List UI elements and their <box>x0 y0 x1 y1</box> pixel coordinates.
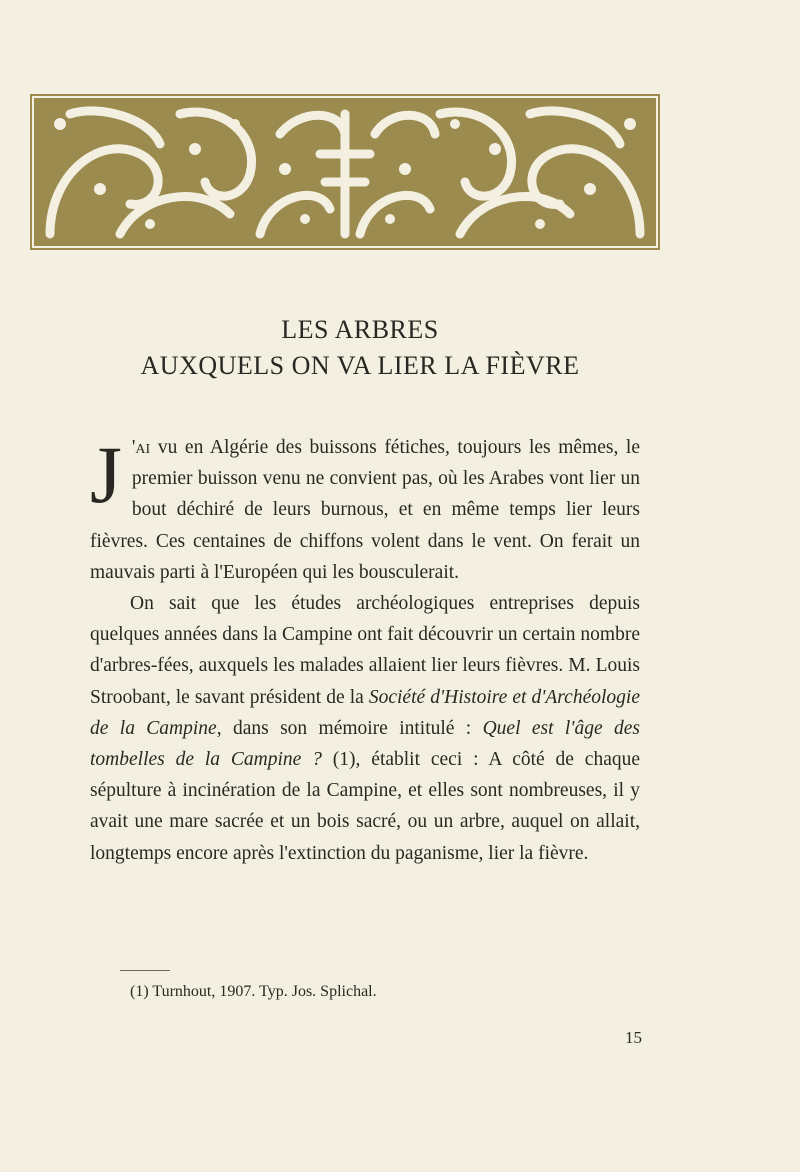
opening-smallcaps: 'ai <box>131 437 151 458</box>
footnote-divider <box>120 970 170 971</box>
footnote <box>130 981 580 1003</box>
memoir-title: Quel est l'âge des tombelles de la Campine ? <box>90 717 640 771</box>
body-text <box>90 429 641 869</box>
paragraph-2-part-d: , établit ceci : A côté de chaque sépulture à incinération de la Campine, et elles sont nombreuses, il y avait une mare sacrée et un bois sacré, ou un arbre, auquel on allait, longtemps encore après l'extinction du paganisme, lier la fièvre. <box>90 749 641 864</box>
paragraph-2 <box>90 588 640 869</box>
paragraph-2-part-b: , dans son mémoire intitulé : <box>216 717 483 739</box>
title-line-1: LES ARBRES <box>281 315 439 344</box>
chapter-title <box>0 312 720 384</box>
headband-ornament <box>30 94 660 250</box>
paragraph-2-part-c <box>322 749 333 770</box>
drop-cap: J <box>90 429 122 520</box>
page-number: 15 <box>625 1028 642 1047</box>
footnote-marker: (1) <box>130 983 149 1000</box>
title-line-2: AUXQUELS ON VA LIER LA FIÈVRE <box>140 351 580 380</box>
paragraph-1-text: vu en Algérie des buissons fétiches, toujours les mêmes, le premier buisson venu ne convient pas, où les Arabes vont lier un bout déchiré de leurs burnous, et en même temps lier leurs fièvres. Ces centaines de chiffons volent dans le vent. On ferait un mauvais parti à l'Européen qui les bousculerait. <box>90 437 640 583</box>
footnote-reference: (1) <box>332 749 356 771</box>
footnote-text: Turnhout, 1907. Typ. Jos. Splichal. <box>148 983 377 1000</box>
paragraph-1 <box>90 429 640 588</box>
society-name: Société d'Histoire et d'Archéologie de la Campine <box>90 686 640 739</box>
paragraph-2-part-a: On sait que les études archéologiques entreprises depuis quelques années dans la Campine ont fait découvrir un certain nombre d'arbres-fées, auxquels les malades allaient lier leurs fièvres. M. Louis Stroobant, le savant président de la <box>90 593 640 708</box>
